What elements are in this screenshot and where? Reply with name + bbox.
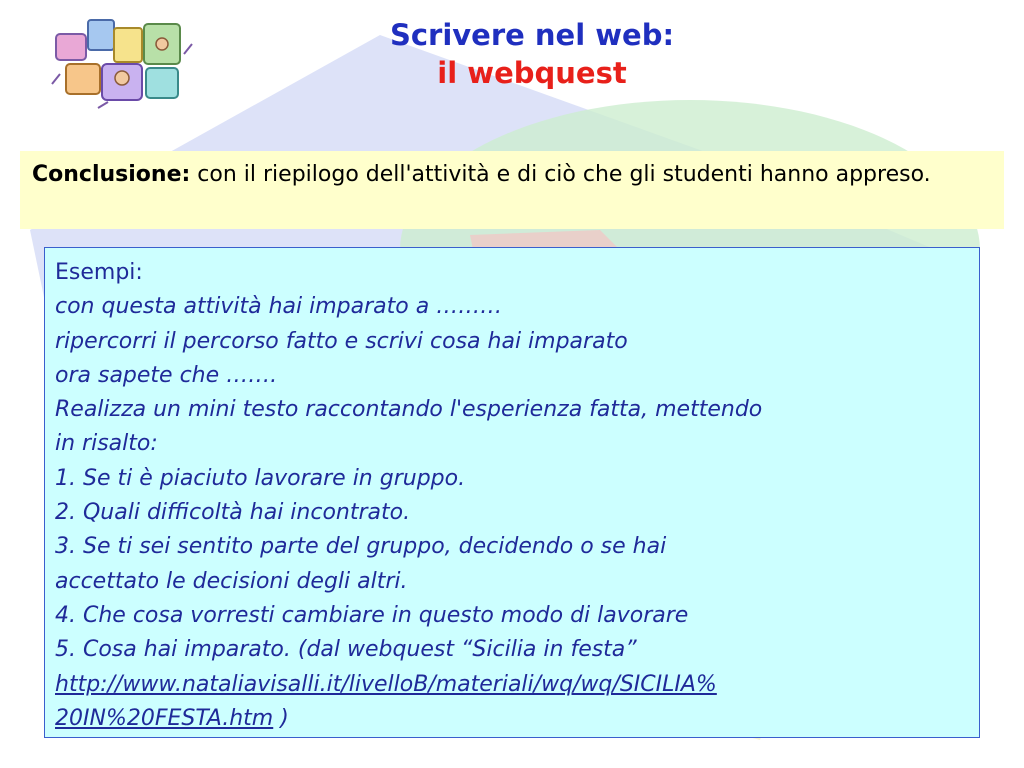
conclusion-text: con il riepilogo dell'attività e di ciò che gli studenti hanno appreso. [197, 162, 931, 187]
example-line: 1. Se ti è piaciuto lavorare in gruppo. [55, 465, 466, 491]
example-line: ora sapete che ……. [55, 362, 278, 388]
conclusion-box [20, 151, 1004, 229]
example-line: accettato le decisioni degli altri. [55, 568, 408, 594]
example-line: ripercorri il percorso fatto e scrivi cosa hai imparato [55, 328, 628, 354]
slide-title [300, 16, 764, 92]
examples-heading: Esempi: [55, 260, 143, 285]
source-link-part1[interactable]: http://www.nataliavisalli.it/livelloB/materiali/wq/wq/SICILIA% [55, 671, 717, 697]
example-line: con questa attività hai imparato a ……… [55, 294, 503, 320]
example-line: 2. Quali difficoltà hai incontrato. [55, 500, 411, 526]
title-line-1: Scrivere nel web: [389, 18, 675, 52]
source-link-line [55, 668, 969, 702]
closing-paren: ) [273, 705, 289, 731]
example-line: Realizza un mini testo raccontando l'esperienza fatta, mettendo [55, 397, 763, 423]
example-line: in risalto: [55, 431, 158, 457]
conclusion-label: Conclusione: [32, 162, 191, 187]
title-line-2: il webquest [437, 56, 627, 90]
example-line: 3. Se ti sei sentito parte del gruppo, decidendo o se hai [55, 534, 667, 560]
example-line: 4. Che cosa vorresti cambiare in questo modo di lavorare [55, 602, 689, 628]
example-line: 5. Cosa hai imparato. (dal webquest “Sicilia in festa” [55, 637, 637, 663]
clipart-illustration [48, 14, 196, 110]
examples-box [44, 247, 980, 738]
source-link-line [55, 702, 969, 736]
source-link-part2[interactable]: 20IN%20FESTA.htm [55, 705, 274, 731]
